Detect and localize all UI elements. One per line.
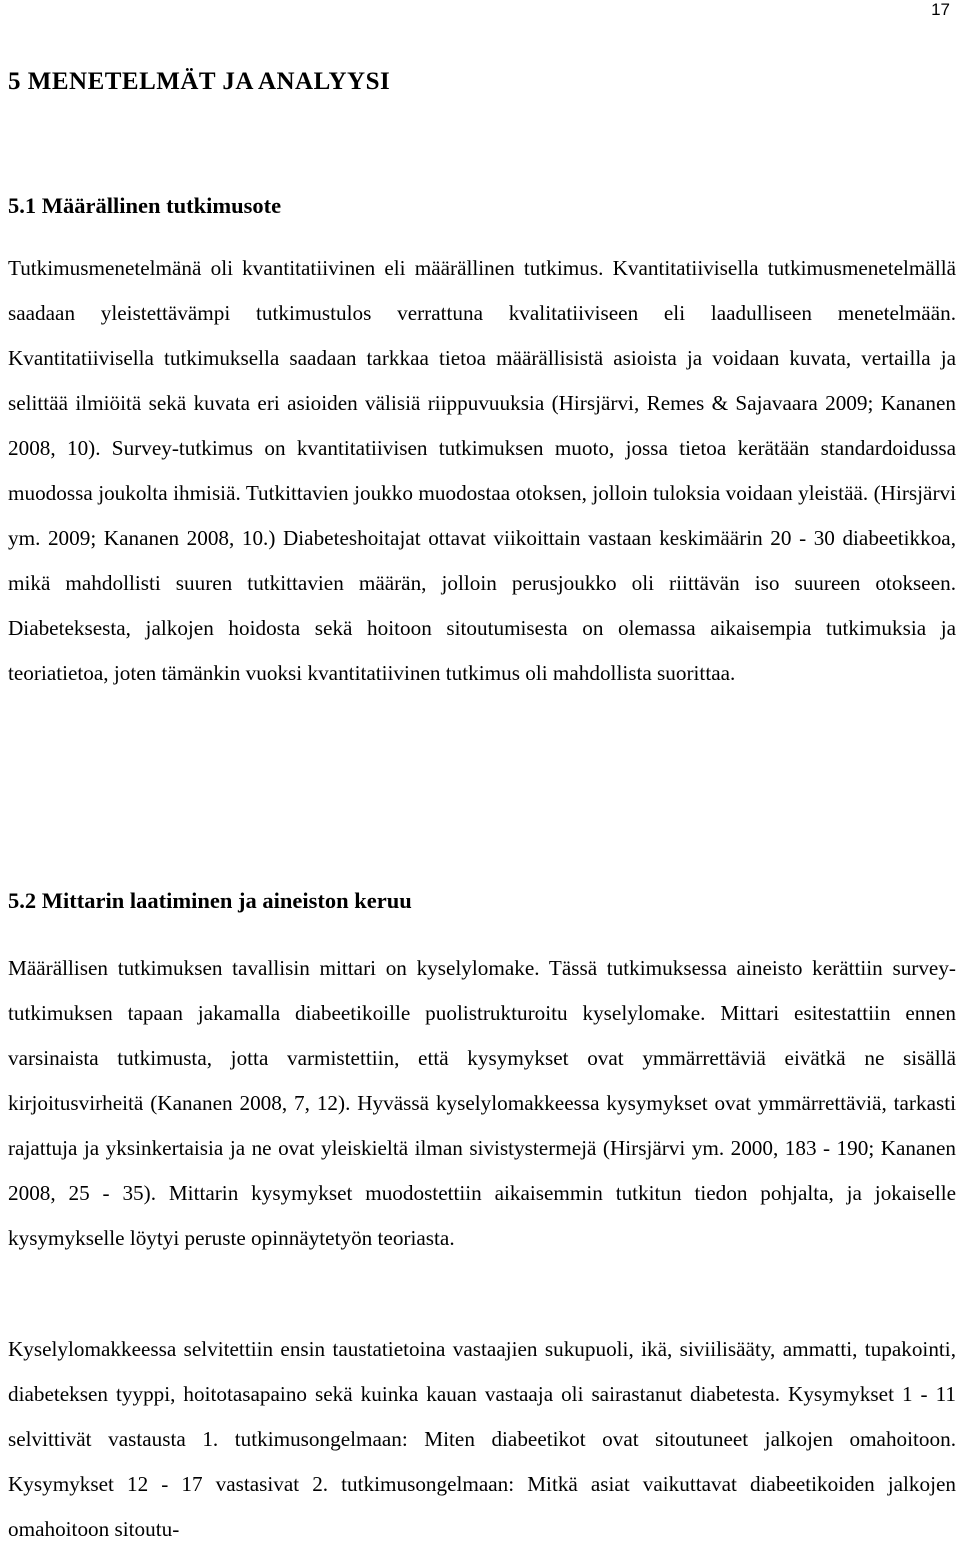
section-5-2-paragraph-2: Kyselylomakkeessa selvitettiin ensin taustatietoina vastaajien sukupuoli, ikä, siviilisääty, ammatti, tupakointi, diabeteksen tyyppi, hoitotasapaino sekä kuinka kauan vastaaja oli sairastanut diabetesta. Kysymykset 1 - 11 selvittivät vastausta 1. tutkimusongelmaan: Miten diabeetikot ovat sitoutuneet jalkojen omahoitoon. Kysymykset 12 - 17 vastasivat 2. tutkimusongelmaan: Mitkä asiat vaikuttavat diabeetikoiden jalkojen omahoitoon sitoutu- [8, 1337, 956, 1541]
section-5-1-paragraph: Tutkimusmenetelmänä oli kvantitatiivinen eli määrällinen tutkimus. Kvantitatiivisella tutkimusmenetelmällä saadaan yleistettävämpi tutkimustulos verrattuna kvalitatiiviseen eli laadulliseen menetelmään. Kvantitatiivisella tutkimuksella saadaan tarkkaa tietoa määrällisistä asioista ja voidaan kuvata, vertailla ja selittää ilmiöitä sekä kuvata eri asioiden välisiä riippuvuuksia (Hirsjärvi, Remes & Sajavaara 2009; Kananen 2008, 10). Survey-tutkimus on kvantitatiivisen tutkimuksen muoto, jossa tietoa kerätään standardoidussa muodossa joukolta ihmisiä. Tutkittavien joukko muodostaa otoksen, jolloin tuloksia voidaan yleistää. (Hirsjärvi ym. 2009; Kananen 2008, 10.) Diabeteshoitajat ottavat viikoittain vastaan keskimäärin 20 - 30 diabeetikkoa, mikä mahdollisti suuren tutkittavien määrän, jolloin perusjoukko oli riittävän iso suureen otokseen. Diabeteksesta, jalkojen hoidosta sekä hoitoon sitoutumisesta on olemassa aikaisempia tutkimuksia ja teoriatietoa, joten tämänkin vuoksi kvantitatiivinen tutkimus oli mahdollista suorittaa. [8, 256, 956, 685]
section-5-2-paragraph-1: Määrällisen tutkimuksen tavallisin mittari on kyselylomake. Tässä tutkimuksessa aineisto kerättiin survey-tutkimuksen tapaan jakamalla diabeetikoille puolistrukturoitu kyselylomake. Mittari esitestattiin ennen varsinaista tutkimusta, jotta varmistettiin, että kysymykset ovat ymmärrettäviä eivätkä ne sisällä kirjoitusvirheitä (Kananen 2008, 7, 12). Hyvässä kyselylomakkeessa kysymykset ovat ymmärrettäviä, tarkasti rajattuja ja yksinkertaisia ja ne ovat yleiskieltä ilman sivistystermejä (Hirsjärvi ym. 2000, 183 - 190; Kananen 2008, 25 - 35). Mittarin kysymykset muodostettiin aikaisemmin tutkitun tiedon pohjalta, ja jokaiselle kysymykselle löytyi peruste opinnäytetyön teoriasta. [8, 956, 956, 1250]
section-heading-5-1: 5.1 Määrällinen tutkimusote [8, 193, 282, 218]
section-heading-5-2: 5.2 Mittarin laatiminen ja aineiston keruu [8, 888, 412, 913]
chapter-heading: 5 MENETELMÄT JA ANALYYSI [8, 68, 391, 95]
page-number: 17 [931, 0, 950, 19]
